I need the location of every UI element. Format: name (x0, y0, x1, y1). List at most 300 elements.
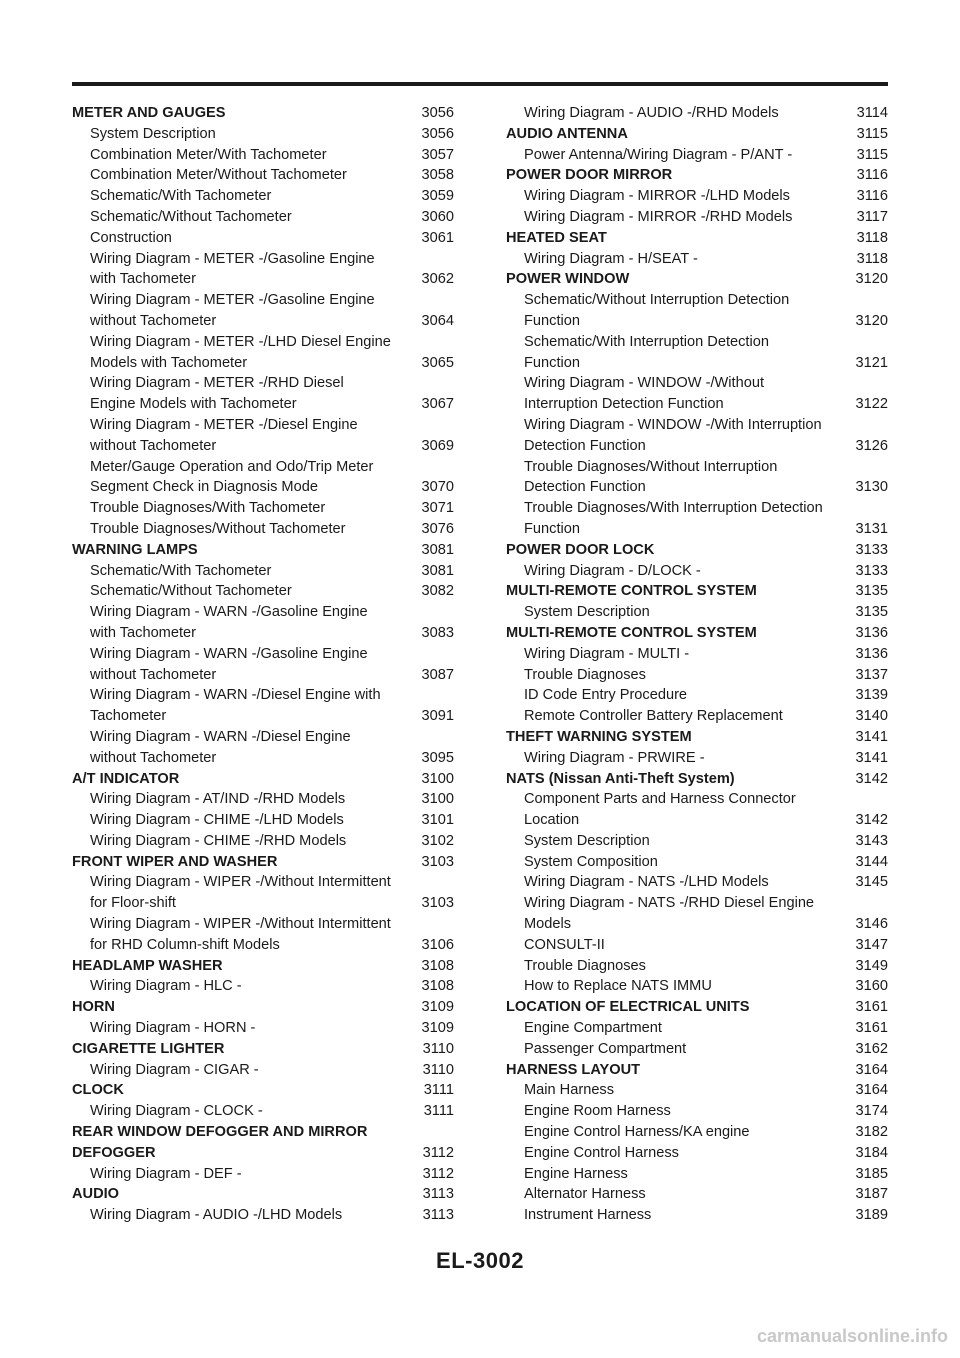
toc-entry-title: HEADLAMP WASHER (72, 957, 223, 974)
toc-entry (506, 852, 888, 873)
toc-page-number: 3081 (421, 562, 454, 579)
toc-page-number: 3122 (855, 396, 888, 413)
toc-entry (72, 810, 454, 831)
toc-section-entry (72, 852, 454, 873)
toc-entry-title: Wiring Diagram - AT/IND -/RHD Models (90, 791, 346, 808)
toc-page-number: 3141 (855, 749, 888, 766)
toc-page-number: 3083 (421, 624, 454, 641)
toc-page-number: 3118 (856, 250, 888, 267)
toc-page-number: 3069 (421, 437, 454, 454)
toc-entry (506, 519, 888, 540)
toc-entry (506, 810, 888, 831)
toc-page-number: 3143 (855, 832, 888, 849)
toc-page-number: 3115 (856, 125, 888, 142)
toc-entry-title: Wiring Diagram - MULTI - (524, 645, 690, 662)
toc-entry (72, 477, 454, 498)
toc-entry-title: Component Parts and Harness Connector (524, 791, 796, 808)
toc-entry (506, 353, 888, 374)
toc-page-number: 3116 (856, 188, 888, 205)
toc-page-number: 3110 (422, 1061, 454, 1078)
toc-entry-title: Meter/Gauge Operation and Odo/Trip Meter (90, 458, 374, 475)
toc-entry (72, 436, 454, 457)
toc-entry (72, 1060, 454, 1081)
toc-page-number: 3135 (855, 604, 888, 621)
toc-entry (506, 373, 888, 394)
toc-entry-title: Engine Harness (524, 1165, 628, 1182)
toc-entry-title: Instrument Harness (524, 1207, 652, 1224)
toc-entry (72, 976, 454, 997)
toc-entry (72, 602, 454, 623)
toc-page-number: 3102 (421, 832, 454, 849)
toc-entry-title: with Tachometer (90, 624, 196, 641)
toc-entry-title: Wiring Diagram - WINDOW -/Without (524, 375, 764, 392)
toc-page-number: 3182 (855, 1124, 888, 1141)
toc-entry-title: System Description (524, 832, 650, 849)
toc-entry-title: Wiring Diagram - AUDIO -/LHD Models (90, 1207, 343, 1224)
toc-entry-title: Segment Check in Diagnosis Mode (90, 479, 318, 496)
toc-page-number: 3120 (855, 312, 888, 329)
toc-entry-title: Engine Models with Tachometer (90, 396, 297, 413)
toc-entry-title: CONSULT-II (524, 936, 605, 953)
toc-entry (72, 519, 454, 540)
toc-entry-title: POWER DOOR LOCK (506, 541, 655, 558)
toc-entry-title: CIGARETTE LIGHTER (72, 1040, 225, 1057)
toc-page-number: 3113 (422, 1186, 454, 1203)
toc-page-number: 3116 (856, 167, 888, 184)
toc-entry (506, 145, 888, 166)
toc-entry-title: Construction (90, 229, 172, 246)
top-rule (72, 82, 888, 86)
toc-entry-title: Engine Control Harness/KA engine (524, 1124, 750, 1141)
toc-entry-title: without Tachometer (90, 437, 217, 454)
toc-entry-title: CLOCK (72, 1082, 124, 1099)
toc-section-entry (72, 956, 454, 977)
toc-entry (72, 1205, 454, 1226)
toc-page-number: 3101 (421, 812, 454, 829)
toc-entry-title: Schematic/With Tachometer (90, 562, 272, 579)
toc-entry-title: System Description (524, 604, 650, 621)
toc-page-number: 3135 (855, 583, 888, 600)
toc-entry (506, 893, 888, 914)
toc-entry-title: Alternator Harness (524, 1186, 646, 1203)
toc-entry (506, 249, 888, 270)
toc-section-entry (506, 228, 888, 249)
toc-entry-title: POWER DOOR MIRROR (506, 167, 673, 184)
toc-page-number: 3103 (421, 895, 454, 912)
toc-entry (72, 644, 454, 665)
toc-entry-title: Wiring Diagram - WIPER -/Without Intermittent (90, 916, 391, 933)
toc-entry-title: Function (524, 354, 580, 371)
watermark: carmanualsonline.info (756, 1326, 948, 1346)
toc-entry (72, 831, 454, 852)
toc-entry (72, 124, 454, 145)
toc-entry-title: Wiring Diagram - H/SEAT - (524, 250, 698, 267)
toc-entry (72, 228, 454, 249)
toc-entry-title: AUDIO ANTENNA (506, 125, 628, 142)
toc-entry (72, 581, 454, 602)
toc-entry-title: Wiring Diagram - HORN - (90, 1020, 256, 1037)
toc-page-number: 3121 (855, 354, 888, 371)
toc-page-number: 3095 (421, 749, 454, 766)
toc-page-number: 3187 (855, 1186, 888, 1203)
toc-page-number: 3091 (421, 708, 454, 725)
toc-entry-title: Wiring Diagram - WARN -/Diesel Engine (90, 728, 351, 745)
toc-section-entry (72, 1143, 454, 1164)
toc-section-entry (506, 540, 888, 561)
toc-entry-title: Remote Controller Battery Replacement (524, 708, 783, 725)
toc-entry-title: with Tachometer (90, 271, 196, 288)
toc-page-number: 3136 (855, 624, 888, 641)
toc-entry-title: Wiring Diagram - PRWIRE - (524, 749, 705, 766)
toc-entry (506, 644, 888, 665)
toc-page-number: 3108 (421, 957, 454, 974)
toc-entry-title: MULTI-REMOTE CONTROL SYSTEM (506, 583, 757, 600)
toc-entry-title: Combination Meter/With Tachometer (90, 146, 327, 163)
toc-entry-title: without Tachometer (90, 749, 217, 766)
toc-page-number: 3103 (421, 853, 454, 870)
toc-entry-title: Main Harness (524, 1082, 615, 1099)
toc-page-number: 3130 (855, 479, 888, 496)
toc-entry (506, 1205, 888, 1226)
toc-entry-title: Wiring Diagram - D/LOCK - (524, 562, 701, 579)
toc-entry-title: REAR WINDOW DEFOGGER AND MIRROR (72, 1124, 368, 1141)
toc-page-number: 3064 (421, 312, 454, 329)
toc-entry (506, 207, 888, 228)
toc-entry-title: System Composition (524, 853, 658, 870)
toc-entry (506, 477, 888, 498)
toc-entry-title: Schematic/With Interruption Detection (524, 333, 769, 350)
toc-page-number: 3062 (421, 271, 454, 288)
toc-entry-title: Location (524, 812, 580, 829)
toc-section-entry (506, 1060, 888, 1081)
toc-entry (72, 1164, 454, 1185)
toc-entry-title: WARNING LAMPS (72, 541, 198, 558)
toc-entry (506, 1184, 888, 1205)
toc-entry-title: Wiring Diagram - AUDIO -/RHD Models (524, 105, 779, 121)
toc-entry (506, 1143, 888, 1164)
toc-entry-title: Wiring Diagram - MIRROR -/LHD Models (524, 188, 790, 205)
toc-page-number: 3146 (855, 916, 888, 933)
toc-entry-title: without Tachometer (90, 666, 217, 683)
toc-entry-title: Wiring Diagram - CLOCK - (90, 1103, 263, 1120)
toc-entry-title: Wiring Diagram - CHIME -/RHD Models (90, 832, 347, 849)
toc-entry (72, 789, 454, 810)
toc-section-entry (72, 997, 454, 1018)
toc-page-number: 3076 (421, 520, 454, 537)
toc-entry-title: Engine Control Harness (524, 1144, 679, 1161)
toc-entry-title: A/T INDICATOR (72, 770, 180, 787)
toc-page-number: 3120 (855, 271, 888, 288)
toc-page-number: 3142 (855, 770, 888, 787)
toc-page-number: 3057 (421, 146, 454, 163)
toc-entry (506, 935, 888, 956)
toc-page-number: 3133 (855, 562, 888, 579)
toc-entry (506, 1101, 888, 1122)
toc-page-number: 3081 (421, 541, 454, 558)
toc-entry-title: Models (524, 916, 572, 933)
toc-entry (506, 956, 888, 977)
toc-section-entry (72, 1184, 454, 1205)
toc-page-number: 3100 (421, 770, 454, 787)
toc-entry-title: Detection Function (524, 437, 646, 454)
toc-entry-title: Function (524, 520, 580, 537)
toc-entry (72, 290, 454, 311)
toc-entry-title: Wiring Diagram - METER -/RHD Diesel (90, 375, 344, 392)
toc-section-entry (72, 103, 454, 124)
toc-page-number: 3149 (855, 957, 888, 974)
toc-page-number: 3141 (855, 728, 888, 745)
toc-entry-title: AUDIO (72, 1186, 120, 1203)
toc-entry-title: Wiring Diagram - MIRROR -/RHD Models (524, 208, 793, 225)
toc-page-number: 3189 (855, 1207, 888, 1224)
toc-page-number: 3056 (421, 125, 454, 142)
toc-entry (506, 602, 888, 623)
toc-entry-title: FRONT WIPER AND WASHER (72, 853, 278, 870)
toc-entry (506, 415, 888, 436)
toc-section-entry (72, 540, 454, 561)
toc-page-number: 3058 (421, 167, 454, 184)
toc-page-number: 3144 (855, 853, 888, 870)
toc-entry (72, 935, 454, 956)
toc-entry (72, 561, 454, 582)
toc-entry-title: Engine Room Harness (524, 1103, 671, 1120)
toc-section-entry (506, 165, 888, 186)
toc-entry-title: HARNESS LAYOUT (506, 1061, 641, 1078)
toc-page-number: 3060 (421, 208, 454, 225)
toc-entry (72, 269, 454, 290)
toc-page-number: 3161 (855, 999, 888, 1016)
page-code: EL-3002 (436, 1248, 524, 1273)
toc-page-number: 3140 (855, 708, 888, 725)
toc-entry-title: Interruption Detection Function (524, 396, 724, 413)
toc-entry (506, 332, 888, 353)
toc-entry-title: POWER WINDOW (506, 271, 630, 288)
toc-entry (72, 685, 454, 706)
toc-page-number: 3133 (855, 541, 888, 558)
toc-entry-title: Wiring Diagram - CHIME -/LHD Models (90, 812, 344, 829)
toc-entry-title: System Description (90, 125, 216, 142)
toc-entry-title: Engine Compartment (524, 1020, 662, 1037)
toc-entry-title: Wiring Diagram - NATS -/RHD Diesel Engine (524, 895, 815, 912)
toc-entry (506, 831, 888, 852)
toc-entry-title: Wiring Diagram - HLC - (90, 978, 242, 995)
toc-entry (506, 311, 888, 332)
toc-page-number: 3160 (855, 978, 888, 995)
toc-entry (506, 1018, 888, 1039)
toc-entry-title: Wiring Diagram - CIGAR - (90, 1061, 259, 1078)
toc-entry-title: HORN (72, 999, 115, 1016)
toc-entry (506, 789, 888, 810)
toc-page-number: 3106 (421, 936, 454, 953)
toc-section-entry (72, 1039, 454, 1060)
toc-entry (72, 394, 454, 415)
toc-entry-title: Wiring Diagram - WARN -/Gasoline Engine (90, 645, 368, 662)
toc-entry-title: Trouble Diagnoses/With Tachometer (90, 500, 326, 517)
toc-entry-title: ID Code Entry Procedure (524, 687, 688, 704)
toc-entry (72, 1101, 454, 1122)
toc-entry (72, 893, 454, 914)
toc-page-number: 3065 (421, 354, 454, 371)
toc-page-number: 3100 (421, 791, 454, 808)
toc-section-entry (506, 124, 888, 145)
toc-entry (506, 290, 888, 311)
toc-page-number: 3115 (856, 146, 888, 163)
toc-entry-title: Detection Function (524, 479, 646, 496)
toc-entry-title: Wiring Diagram - WARN -/Gasoline Engine (90, 604, 368, 621)
toc-entry (72, 332, 454, 353)
toc-entry-title: Wiring Diagram - NATS -/LHD Models (524, 874, 769, 891)
toc-page-number: 3059 (421, 188, 454, 205)
toc-section-entry (506, 997, 888, 1018)
toc-page-number: 3082 (421, 583, 454, 600)
toc-page-number: 3131 (855, 520, 888, 537)
toc-entry-title: Trouble Diagnoses (524, 957, 646, 974)
toc-page-number: 3139 (855, 687, 888, 704)
toc-entry-title: Power Antenna/Wiring Diagram - P/ANT - (524, 146, 793, 163)
toc-page-number: 3071 (421, 500, 454, 517)
toc-page-number: 3113 (422, 1207, 454, 1224)
toc-section-entry (72, 769, 454, 790)
toc-page-number: 3112 (422, 1144, 454, 1161)
toc-section-entry (506, 269, 888, 290)
toc-entry (506, 976, 888, 997)
toc-page-number: 3061 (421, 229, 454, 246)
toc-entry (506, 872, 888, 893)
toc-page-number: 3174 (855, 1103, 888, 1120)
toc-entry (72, 249, 454, 270)
toc-entry-title: Combination Meter/Without Tachometer (90, 167, 347, 184)
toc-entry-title: HEATED SEAT (506, 229, 607, 246)
toc-entry-title: Wiring Diagram - METER -/Gasoline Engine (90, 250, 375, 267)
toc-entry (506, 1164, 888, 1185)
toc-entry-title: for Floor-shift (90, 895, 176, 912)
toc-entry (506, 1039, 888, 1060)
toc-page-number: 3109 (421, 999, 454, 1016)
toc-page-number: 3126 (855, 437, 888, 454)
toc-page-number: 3108 (421, 978, 454, 995)
toc-entry (506, 665, 888, 686)
toc-entry (506, 394, 888, 415)
toc-entry (506, 1122, 888, 1143)
toc-entry (72, 145, 454, 166)
toc-entry-title: THEFT WARNING SYSTEM (506, 728, 692, 745)
toc-page-number: 3109 (421, 1020, 454, 1037)
toc-page-number: 3112 (422, 1165, 454, 1182)
toc-entry (72, 665, 454, 686)
toc-entry-title: for RHD Column-shift Models (90, 936, 280, 953)
toc-entry-title: Wiring Diagram - DEF - (90, 1165, 242, 1182)
toc-page-number: 3142 (855, 812, 888, 829)
toc-entry (72, 457, 454, 478)
toc-page-number: 3164 (855, 1082, 888, 1099)
toc-page-number: 3087 (421, 666, 454, 683)
toc-page-number: 3137 (855, 666, 888, 683)
toc-page-number: 3184 (855, 1144, 888, 1161)
toc-entry-title: without Tachometer (90, 312, 217, 329)
toc-entry (506, 748, 888, 769)
toc-section-entry (506, 727, 888, 748)
toc-entry-title: Schematic/Without Tachometer (90, 583, 292, 600)
toc-page-number: 3185 (855, 1165, 888, 1182)
toc-entry-title: Trouble Diagnoses/With Interruption Detection (524, 500, 823, 517)
toc-entry-title: Schematic/With Tachometer (90, 188, 272, 205)
toc-entry (72, 748, 454, 769)
toc-section-entry (72, 1080, 454, 1101)
toc-entry-title: Schematic/Without Interruption Detection (524, 292, 790, 309)
toc-entry (506, 685, 888, 706)
toc-entry (506, 706, 888, 727)
toc-page-number: 3110 (422, 1040, 454, 1057)
toc-entry (72, 165, 454, 186)
toc-entry (72, 311, 454, 332)
toc-entry (72, 415, 454, 436)
toc-entry (506, 436, 888, 457)
toc-entry (72, 727, 454, 748)
toc-page-number: 3161 (855, 1020, 888, 1037)
toc-page-number: 3136 (855, 645, 888, 662)
toc-page-number: 3118 (856, 229, 888, 246)
toc-entry (72, 373, 454, 394)
toc-page-number: 3164 (855, 1061, 888, 1078)
toc-entry-title: LOCATION OF ELECTRICAL UNITS (506, 999, 750, 1016)
toc-page-number: 3067 (421, 396, 454, 413)
toc-entry (506, 103, 888, 124)
toc-entry (506, 1080, 888, 1101)
toc-left-column (72, 103, 454, 1226)
toc-entry-title: Schematic/Without Tachometer (90, 208, 292, 225)
toc-entry (506, 457, 888, 478)
toc-entry (72, 207, 454, 228)
toc-entry-title: How to Replace NATS IMMU (524, 978, 712, 995)
toc-entry-title: MULTI-REMOTE CONTROL SYSTEM (506, 624, 757, 641)
toc-entry (72, 706, 454, 727)
toc-entry-title: Wiring Diagram - WARN -/Diesel Engine with (90, 687, 381, 704)
toc-section-entry (72, 1122, 454, 1143)
toc-entry (72, 914, 454, 935)
toc-entry-title: Wiring Diagram - WIPER -/Without Intermittent (90, 874, 391, 891)
toc-entry (506, 914, 888, 935)
toc-entry-title: NATS (Nissan Anti-Theft System) (506, 770, 735, 787)
toc-entry (72, 872, 454, 893)
toc-page-number: 3117 (856, 208, 888, 225)
toc-entry (72, 353, 454, 374)
toc-entry-title: Function (524, 312, 580, 329)
toc-entry (72, 623, 454, 644)
toc-entry (72, 498, 454, 519)
toc-entry-title: DEFOGGER (72, 1144, 156, 1161)
toc-entry-title: Wiring Diagram - METER -/Diesel Engine (90, 416, 358, 433)
toc-entry-title: Wiring Diagram - METER -/Gasoline Engine (90, 292, 375, 309)
toc-entry-title: Trouble Diagnoses/Without Tachometer (90, 520, 346, 537)
toc-page-number: 3070 (421, 479, 454, 496)
toc-section-entry (506, 623, 888, 644)
toc-entry-title: Wiring Diagram - METER -/LHD Diesel Engine (90, 333, 391, 350)
toc-page-number: 3056 (421, 105, 454, 121)
toc-entry-title: Models with Tachometer (90, 354, 248, 371)
toc-entry-title: Tachometer (90, 708, 167, 725)
toc-page-number: 3111 (423, 1082, 454, 1099)
toc-entry (506, 561, 888, 582)
toc-entry (506, 498, 888, 519)
toc-entry-title: Trouble Diagnoses/Without Interruption (524, 458, 778, 475)
toc-entry-title: Passenger Compartment (524, 1040, 687, 1057)
toc-entry (72, 186, 454, 207)
toc-entry-title: Trouble Diagnoses (524, 666, 646, 683)
toc-page-number: 3162 (855, 1040, 888, 1057)
toc-entry-title: Wiring Diagram - WINDOW -/With Interruption (524, 416, 822, 433)
toc-section-entry (506, 769, 888, 790)
toc-right-column (506, 103, 888, 1226)
